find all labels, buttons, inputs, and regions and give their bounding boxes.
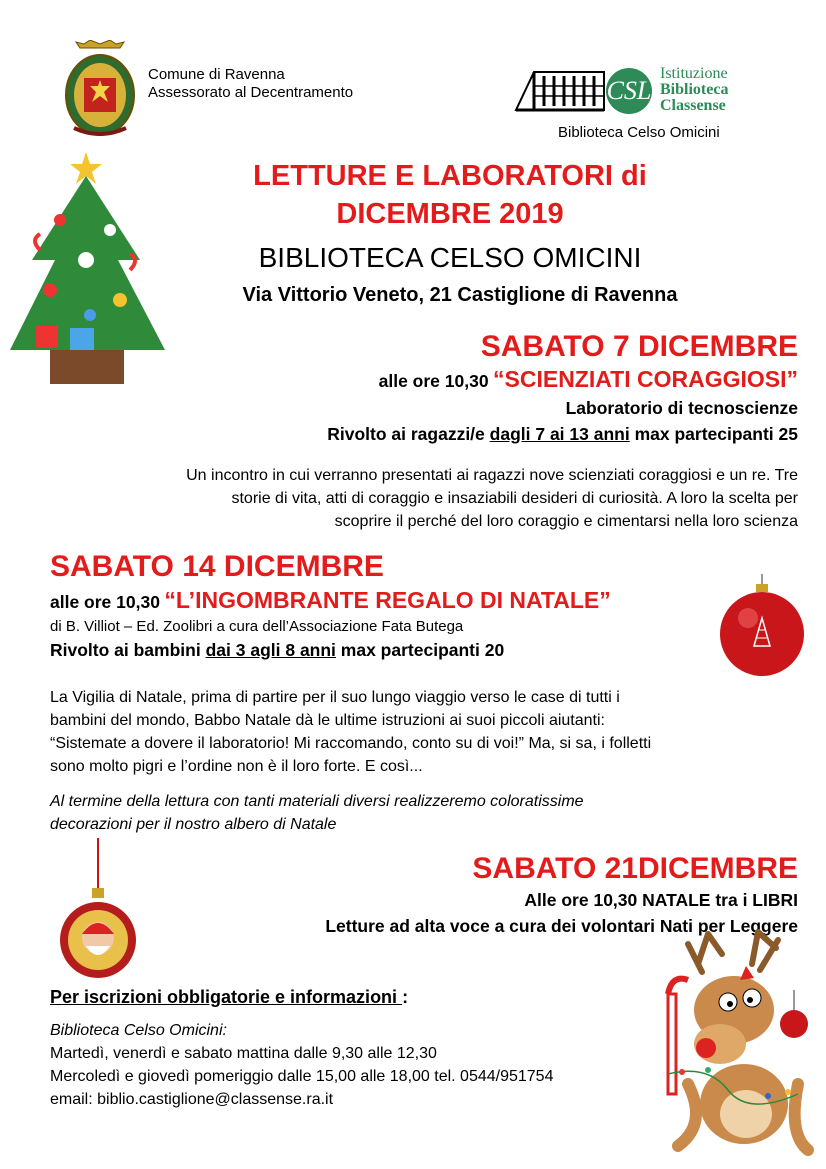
event2-title-line [50,587,611,614]
event1-date: SABATO 7 DICEMBRE [480,330,798,363]
event2-title: “L’INGOMBRANTE REGALO DI NATALE” [164,587,611,613]
event2-audience [50,640,504,661]
description-line: “Sistemate a dovere il laboratorio! Mi raccomando, conto su di voi!” Ma, si sa, i folletti [50,735,652,752]
venue-name: BIBLIOTECA CELSO OMICINI [258,242,642,273]
event1-audience-post: max partecipanti 25 [634,424,798,444]
svg-text:CSL: CSL [606,76,652,105]
library-name: Biblioteca Celso Omicini [558,124,720,141]
info-block [50,1019,553,1111]
info-heading-text: Per iscrizioni obbligatorie e informazioni [50,987,403,1007]
event1-title-line [379,366,798,393]
description-line: scoprire il perché del loro coraggio e cimentarsi nella loro scienza [334,513,798,530]
event3-line2: Letture ad alta voce a cura dei volontari Nati per Leggere [325,916,798,936]
info-email: email: biblio.castiglione@classense.ra.it [50,1091,334,1108]
note-line: decorazioni per il nostro albero di Natale [50,816,337,833]
event2-audience-age: dai 3 agli 8 anni [205,640,336,660]
event2-date: SABATO 14 DICEMBRE [50,550,384,583]
event2-credits: di B. Villiot – Ed. Zoolibri a cura dell’Associazione Fata Butega [50,618,464,635]
event2-description [50,686,651,778]
event1-audience-age: dagli 7 ai 13 anni [489,424,630,444]
event1-subtitle: Laboratorio di tecnoscienze [565,398,798,418]
info-hours2: Mercoledì e giovedì pomeriggio dalle 15,00 alle 18,00 tel. 0544/951754 [50,1068,554,1085]
event2-time: alle ore 10,30 [50,592,160,612]
event2-audience-post: max partecipanti 20 [340,640,505,660]
reindeer-icon [648,924,824,1168]
description-line: sono molto pigri e l’ordine non è il loro forte. E così... [50,758,423,775]
logo-text-line: Istituzione [660,65,728,82]
note-line: Al termine della lettura con tanti materiali diversi realizzeremo coloratissime [50,793,584,810]
logo-text-line: Classense [660,97,726,114]
municipality-heading [148,66,353,102]
event3-date: SABATO 21DICEMBRE [472,852,798,885]
description-line: bambini del mondo, Babbo Natale dà le ultime istruzioni ai suoi piccoli aiutanti: [50,712,605,729]
description-line: storie di vita, atti di coraggio e insaziabili desideri di curiosità. A loro la scelta per [231,490,798,507]
santa-ornament-icon [58,838,138,988]
info-hours1: Martedì, venerdì e sabato mattina dalle 9,30 alle 12,30 [50,1045,437,1062]
info-heading [50,987,408,1008]
event2-note [50,790,584,836]
description-line: Un incontro in cui verranno presentati ai ragazzi nove scienziati coraggiosi e un re. Tre [186,467,798,484]
event1-time: alle ore 10,30 [378,371,489,391]
event1-audience-pre: Rivolto ai ragazzi/e [327,424,485,444]
classense-logo-icon [604,66,654,116]
event1-title: “SCIENZIATI CORAGGIOSI” [493,366,798,392]
coat-of-arms-icon [60,40,140,140]
event1-audience [327,424,798,445]
classense-logo-text [660,66,728,114]
venue-address: Via Vittorio Veneto, 21 Castiglione di Ravenna [242,284,678,306]
description-line: La Vigilia di Natale, prima di partire per il suo lungo viaggio verso le case di tutti i [50,689,620,706]
event1-description [38,464,798,533]
logo-text-line: Biblioteca [660,81,729,98]
page-title-line1: LETTURE E LABORATORI di [253,160,647,192]
event2-audience-pre: Rivolto ai bambini [50,640,201,660]
christmas-tree-icon [0,150,170,395]
page-title-line2: DICEMBRE 2019 [336,198,564,230]
red-bauble-icon [716,574,808,678]
info-library: Biblioteca Celso Omicini: [50,1022,227,1039]
department-name: Assessorato al Decentramento [148,84,354,101]
municipality-name: Comune di Ravenna [148,66,285,83]
event3-line1: Alle ore 10,30 NATALE tra i LIBRI [524,890,798,910]
library-building-icon [514,66,606,114]
info-heading-colon: : [402,987,409,1007]
